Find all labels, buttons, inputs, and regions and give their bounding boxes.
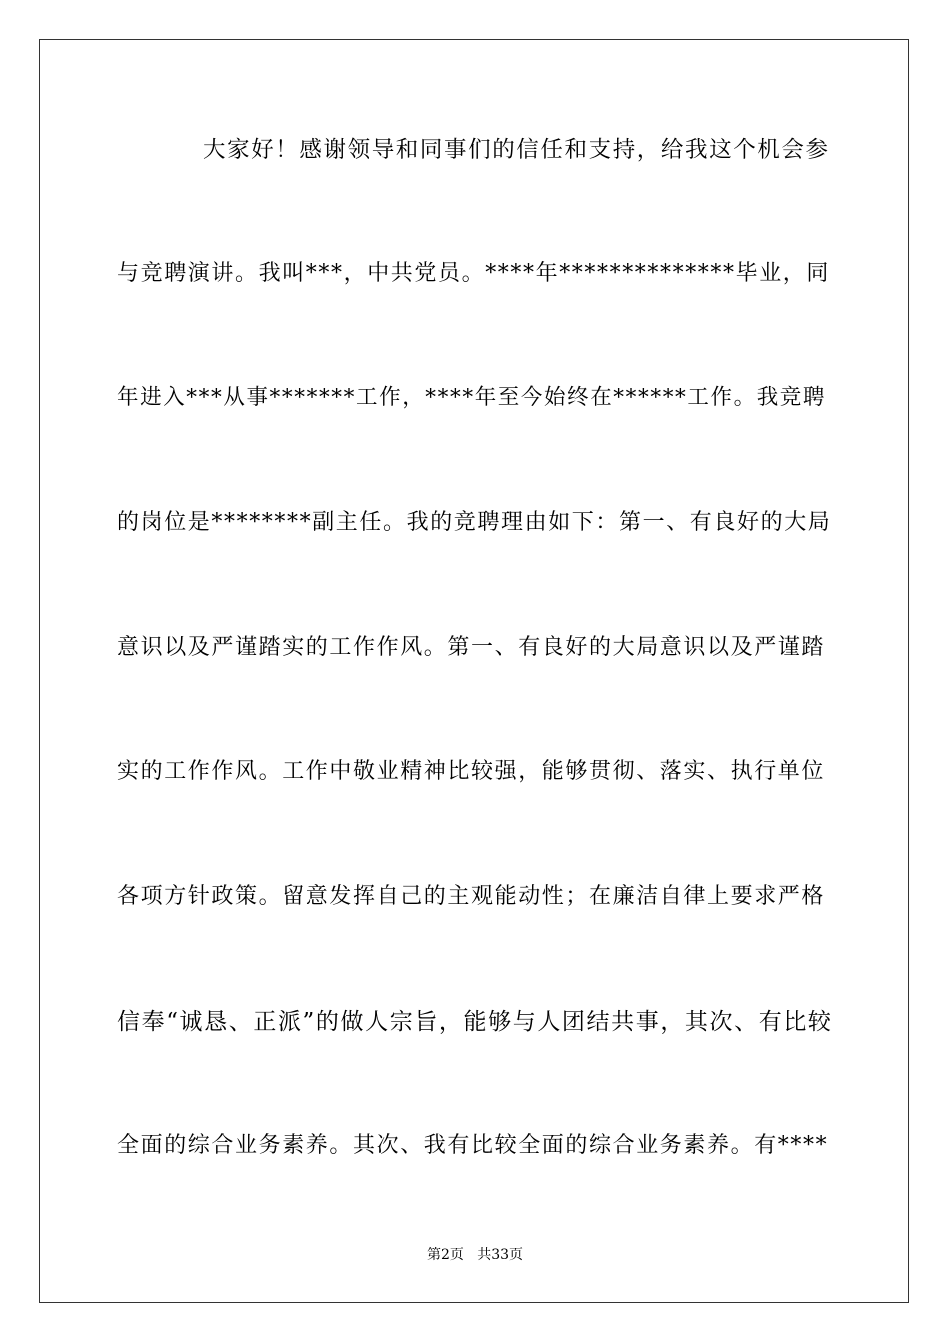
paragraph-line: 年进入***从事*******工作，****年至今始终在******工作。我竞聘 xyxy=(117,385,827,410)
paragraph-line: 全面的综合业务素养。其次、我有比较全面的综合业务素养。有**** xyxy=(117,1133,829,1158)
page-border xyxy=(39,39,909,1303)
paragraph-line: 的岗位是********副主任。我的竞聘理由如下：第一、有良好的大局 xyxy=(117,510,832,535)
paragraph-line: 与竞聘演讲。我叫***，中共党员。****年**************毕业，同 xyxy=(117,261,831,286)
paragraph-line: 实的工作作风。工作中敬业精神比较强，能够贯彻、落实、执行单位 xyxy=(117,759,826,784)
paragraph-line: 信奉“诚恳、正派”的做人宗旨，能够与人团结共事，其次、有比较 xyxy=(117,1009,833,1035)
paragraph-line: 大家好！感谢领导和同事们的信任和支持，给我这个机会参 xyxy=(203,137,830,163)
page-footer: 第2页 共33页 xyxy=(426,1247,524,1263)
paragraph-line: 各项方针政策。留意发挥自己的主观能动性；在廉洁自律上要求严格 xyxy=(117,884,826,909)
paragraph-line: 意识以及严谨踏实的工作作风。第一、有良好的大局意识以及严谨踏 xyxy=(117,635,826,660)
